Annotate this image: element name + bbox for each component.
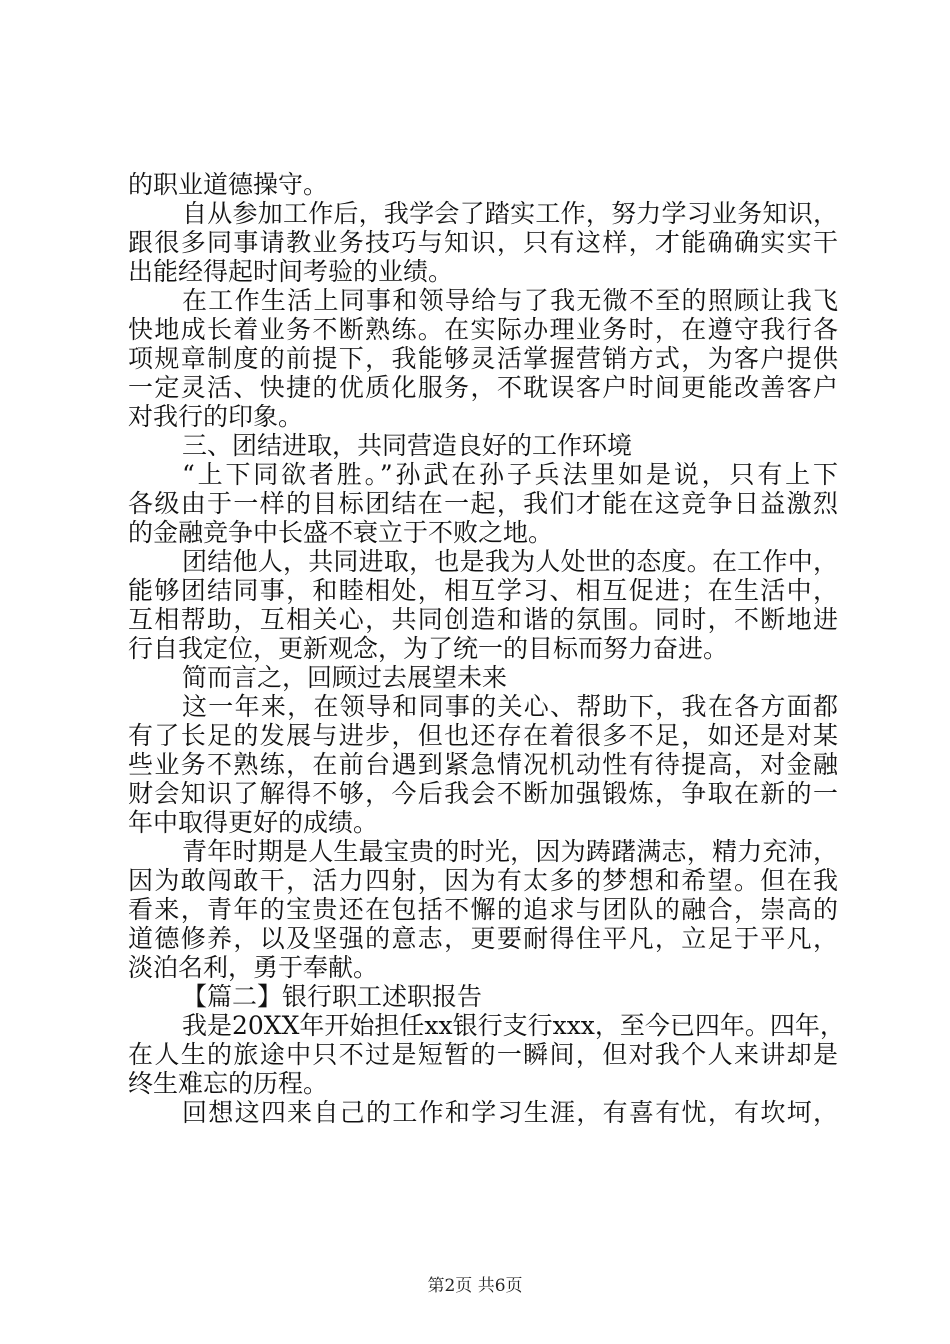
text-line: 团结他人，共同进取，也是我为人处世的态度。在工作中， <box>182 547 838 576</box>
section-heading: 简而言之，回顾过去展望未来 <box>182 663 508 692</box>
section-heading: 【篇二】银行职工述职报告 <box>182 982 483 1011</box>
text-line: 道德修养，以及坚强的意志，更要耐得住平凡，立足于平凡， <box>128 924 838 953</box>
page-footer <box>0 1274 950 1298</box>
section-heading: 三、团结进取，共同营造良好的工作环境 <box>182 431 633 460</box>
text-line: 自从参加工作后，我学会了踏实工作，努力学习业务知识， <box>182 199 838 228</box>
text-line: 这一年来，在领导和同事的关心、帮助下，我在各方面都 <box>182 692 838 721</box>
text-line: 在人生的旅途中只不过是短暂的一瞬间，但对我个人来讲却是 <box>128 1040 838 1069</box>
text-line: 终生难忘的历程。 <box>128 1069 329 1098</box>
text-line: 年中取得更好的成绩。 <box>128 808 379 837</box>
text-line: 的职业道德操守。 <box>128 170 329 199</box>
text-line: 有了长足的发展与进步，但也还存在着很多不足，如还是对某 <box>128 721 838 750</box>
text-line: 我是20XX年开始担任xx银行支行xxx，至今已四年。四年， <box>182 1011 845 1040</box>
text-line: 出能经得起时间考验的业绩。 <box>128 257 454 286</box>
text-line: 的金融竞争中长盛不衰立于不败之地。 <box>128 518 554 547</box>
text-line: 因为敢闯敢干，活力四射，因为有太多的梦想和希望。但在我 <box>128 866 838 895</box>
text-line: 行自我定位，更新观念，为了统一的目标而努力奋进。 <box>128 634 729 663</box>
text-line: 淡泊名利，勇于奉献。 <box>128 953 379 982</box>
text-line: 各级由于一样的目标团结在一起，我们才能在这竞争日益激烈 <box>128 489 838 518</box>
text-line: 青年时期是人生最宝贵的时光，因为踌躇满志，精力充沛， <box>182 837 838 866</box>
text-line: 快地成长着业务不断熟练。在实际办理业务时，在遵守我行各 <box>128 315 838 344</box>
text-line: “上下同欲者胜。”孙武在孙子兵法里如是说，只有上下 <box>182 460 838 489</box>
document-body <box>128 170 845 1127</box>
text-line: 跟很多同事请教业务技巧与知识，只有这样，才能确确实实干 <box>128 228 838 257</box>
text-line: 互相帮助，互相关心，共同创造和谐的氛围。同时，不断地进 <box>128 605 838 634</box>
text-line: 对我行的印象。 <box>128 402 304 431</box>
text-line: 看来，青年的宝贵还在包括不懈的追求与团队的融合，崇高的 <box>128 895 838 924</box>
text-line: 财会知识了解得不够，今后我会不断加强锻炼，争取在新的一 <box>128 779 838 808</box>
text-line: 些业务不熟练，在前台遇到紧急情况机动性有待提高，对金融 <box>128 750 838 779</box>
text-line: 能够团结同事，和睦相处，相互学习、相互促进；在生活中， <box>128 576 838 605</box>
text-line: 项规章制度的前提下，我能够灵活掌握营销方式，为客户提供 <box>128 344 838 373</box>
text-line: 在工作生活上同事和领导给与了我无微不至的照顾让我飞 <box>182 286 838 315</box>
text-line: 回想这四来自己的工作和学习生涯，有喜有忧，有坎坷， <box>182 1098 838 1127</box>
page-number: 第2页 共6页 <box>427 1276 523 1296</box>
text-line: 一定灵活、快捷的优质化服务，不耽误客户时间更能改善客户 <box>128 373 838 402</box>
